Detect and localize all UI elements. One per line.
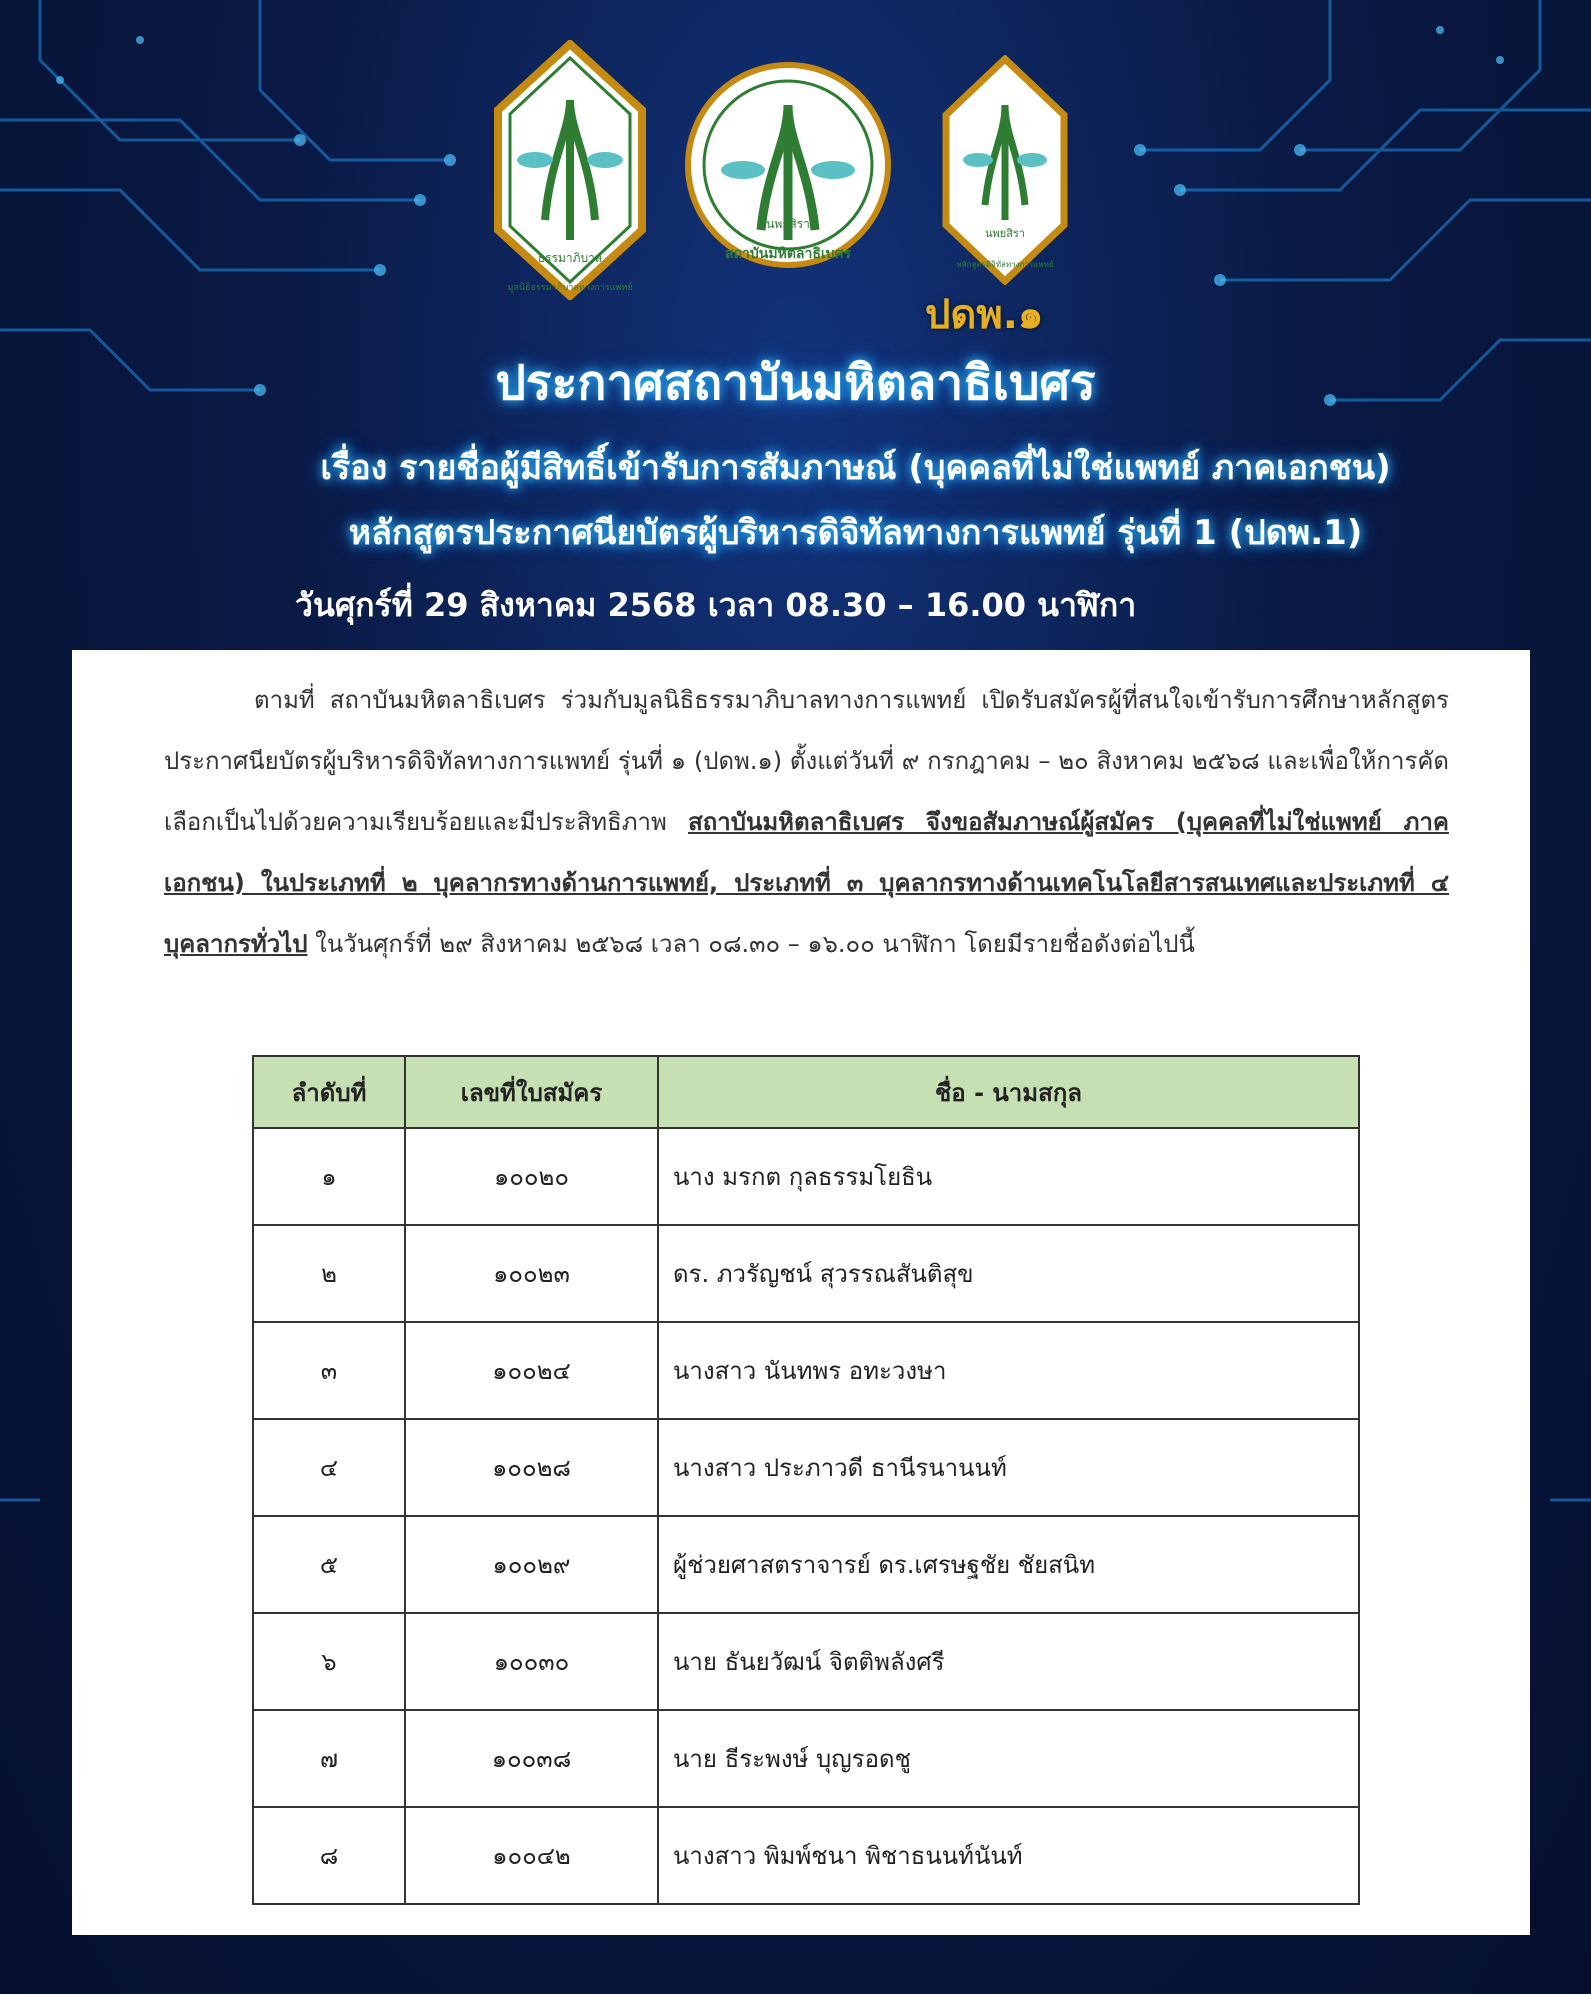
header-order: ลำดับที่ [253, 1056, 405, 1128]
row-application-no: ๑๐๐๒๙ [405, 1516, 658, 1613]
subtitle-program: หลักสูตรประกาศนียบัตรผู้บริหารดิจิทัลทางการแพทย์ รุ่นที่ 1 (ปดพ.1) [348, 513, 1363, 553]
notice-paper [72, 650, 1530, 1935]
row-order: ๕ [253, 1516, 405, 1613]
notice-paragraph [164, 670, 1449, 975]
row-order: ๗ [253, 1710, 405, 1807]
table-row [253, 1710, 1359, 1807]
header-full-name: ชื่อ - นามสกุล [658, 1056, 1359, 1128]
notice-text-end: ในวันศุกร์ที่ ๒๙ สิงหาคม ๒๕๖๘ เวลา ๐๘.๓๐ – ๑๖.๐๐ นาฬิกา โดยมีรายชื่อดังต่อไปนี้ [307, 930, 1195, 958]
row-application-no: ๑๐๐๓๐ [405, 1613, 658, 1710]
row-full-name: นาย ธันยวัฒน์ จิตติพลังศรี [658, 1613, 1359, 1710]
table-row [253, 1419, 1359, 1516]
row-order: ๑ [253, 1128, 405, 1225]
subtitle-subject: เรื่อง รายชื่อผู้มีสิทธิ์เข้ารับการสัมภาษณ์ (บุคคลที่ไม่ใช่แพทย์ ภาคเอกชน) [320, 448, 1391, 488]
row-order: ๖ [253, 1613, 405, 1710]
row-full-name: นางสาว นันทพร อทะวงษา [658, 1322, 1359, 1419]
logo-left-label: ธรรมาภิบาล [537, 251, 603, 265]
notice-text-start: ตามที่ สถาบันมหิตลาธิเบศร ร่วมกับมูลนิธิธรรมาภิบาลทางการแพทย์ เปิดรับสมัครผู้ที่สนใจเข้ารับการศึกษาหลักสูตรประกาศนียบัตรผู้บริหารดิจิทัลทางการแพทย์ รุ่นที่ ๑ (ปดพ.๑) ตั้งแต่วันที่ ๙ กรกฎาคม – ๒๐ สิงหาคม ๒๕๖๘ และเพื่อให้การคัดเลือกเป็นไปด้วยความเรียบร้อยและมีประสิทธิภาพ [164, 686, 1449, 836]
row-order: ๒ [253, 1225, 405, 1322]
logo-center-top: นพยสิรา [766, 217, 810, 231]
row-order: ๘ [253, 1807, 405, 1904]
program-tag: ปดพ.๑ [925, 292, 1044, 338]
table-header-row [253, 1056, 1359, 1128]
candidate-table [252, 1055, 1360, 1905]
row-application-no: ๑๐๐๒๐ [405, 1128, 658, 1225]
table-row [253, 1128, 1359, 1225]
program-logo [940, 55, 1070, 285]
table-row [253, 1807, 1359, 1904]
row-application-no: ๑๐๐๒๓ [405, 1225, 658, 1322]
table-row [253, 1613, 1359, 1710]
row-full-name: นาง มรกต กุลธรรมโยธิน [658, 1128, 1359, 1225]
table-row [253, 1322, 1359, 1419]
row-application-no: ๑๐๐๓๘ [405, 1710, 658, 1807]
header-application-no: เลขที่ใบสมัคร [405, 1056, 658, 1128]
institute-logo [683, 60, 893, 270]
row-full-name: นาย ธีระพงษ์ บุญรอดชู [658, 1710, 1359, 1807]
notice-text-underlined: สถาบันมหิตลาธิเบศร จึงขอสัมภาษณ์ผู้สมัคร (บุคคลที่ไม่ใช่แพทย์ ภาคเอกชน) ในประเภทที่ ๒ บุคลากรทางด้านการแพทย์, ประเภทที่ ๓ บุคลากรทางด้านเทคโนโลยีสารสนเทศและประเภทที่ ๔ บุคลากรทั่วไป [164, 808, 1449, 958]
row-order: ๓ [253, 1322, 405, 1419]
row-full-name: ผู้ช่วยศาสตราจารย์ ดร.เศรษฐชัย ชัยสนิท [658, 1516, 1359, 1613]
page-title: ประกาศสถาบันมหิตลาธิเบศร [495, 355, 1096, 411]
logo-right-caption: หลักสูตรดิจิทัลทางการแพทย์ [956, 260, 1054, 269]
logo-right-top: นพยสิรา [984, 227, 1026, 240]
row-application-no: ๑๐๐๒๘ [405, 1419, 658, 1516]
row-order: ๔ [253, 1419, 405, 1516]
row-application-no: ๑๐๐๒๔ [405, 1322, 658, 1419]
row-full-name: ดร. ภวรัญชน์ สุวรรณสันติสุข [658, 1225, 1359, 1322]
foundation-logo [490, 40, 650, 300]
row-full-name: นางสาว ประภาวดี ธานีรนานนท์ [658, 1419, 1359, 1516]
logo-left-caption: มูลนิธิธรรมาภิบาลทางการแพทย์ [507, 283, 633, 293]
table-row [253, 1225, 1359, 1322]
logo-center-caption: สถาบันมหิตลาธิเบศร [725, 246, 851, 262]
interview-date: วันศุกร์ที่ 29 สิงหาคม 2568 เวลา 08.30 – 16.00 นาฬิกา [295, 586, 1137, 624]
row-application-no: ๑๐๐๔๒ [405, 1807, 658, 1904]
table-row [253, 1516, 1359, 1613]
row-full-name: นางสาว พิมพ์ชนา พิชาธนนท์นันท์ [658, 1807, 1359, 1904]
